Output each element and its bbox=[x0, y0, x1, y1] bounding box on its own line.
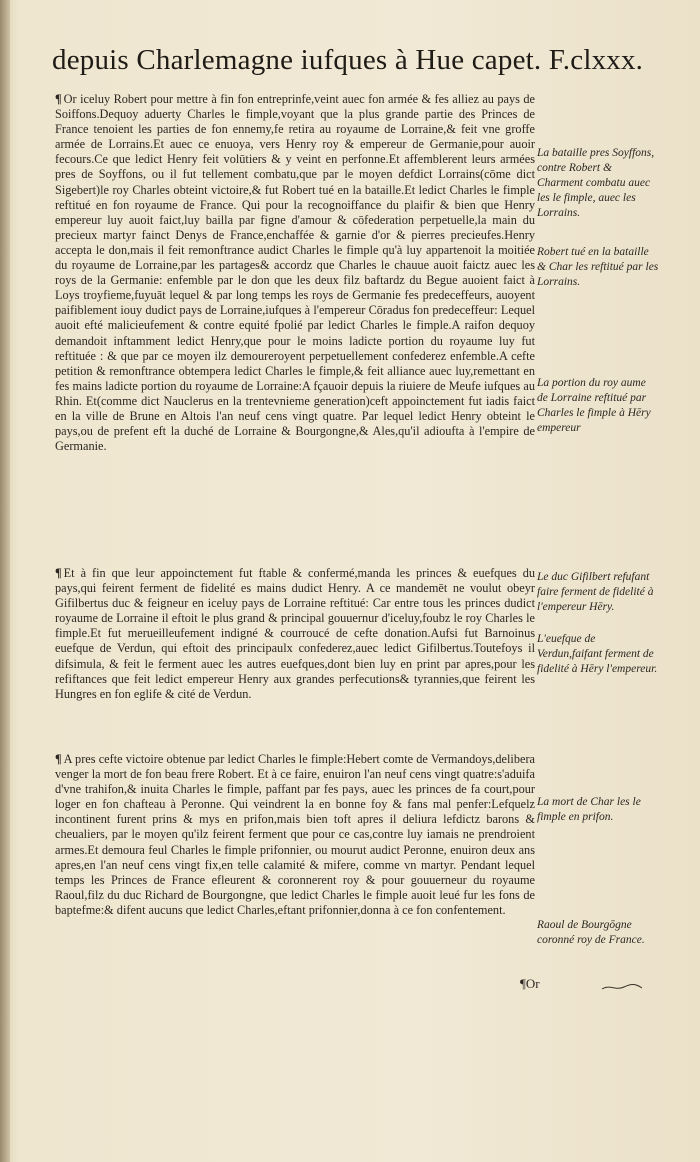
ink-flourish-icon bbox=[600, 982, 644, 992]
paragraph-3 bbox=[55, 752, 535, 918]
margin-note: Raoul de Bourgōgne coronné roy de France. bbox=[537, 919, 645, 946]
paragraph-2 bbox=[55, 566, 535, 702]
page-gutter bbox=[0, 0, 10, 1162]
paragraph-text: Or iceluy Robert pour mettre à fin fon entreprinfe,veint auec fon armée & fes alliez au pays de Soiffons.Dequoy aduerty Charles le fimple,voyant que la plus grande partie des Princes de France tenoient les parties de fon ennemy,fe retira au royaume de Lorraine,& feit vne groffe armée de Lorrains.Et auec ce enuoya, vers Henry roy & empereur de Germanie,pour auoir fecours.Ce que ledict Henry feit volūtiers & y veint en perfonne.Et affemblerent leurs armées pres de Soyffons, ou il fut tellement combatu,que par le moyen defdict Lorrains(cōme dict Sigebert)le roy Charles obteint victoire,& fut Robert tué en la bataille.Et ledict Charles le fimple reftitué en fon royaume de France. Qui pour la recognoiffance du plaifir & bien que Henry empereur luy auoit faict,luy bailla par figne d'amour & cōfederation perpetuelle,la main du precieux martyr fainct Denys de France,enchaffée & garnie d'or & pierres precieufes.Henry accepta le don,mais il feit remonftrance audict Charles le fimple qu'à luy appartenoit la moitiée du royaume de Lorraine,par les partages& accordz que Charles le chauue auoit faictz auec les roys de la Germanie: enfemble par le don que les deux filz baftardz du Begue auoient faict à Loys troyfieme,fuyuāt lequel & par long temps les roys de Germanie fes predeceffeurs, auoyent paifiblement iouy dudict pays de Lorraine,iufques à l'empereur Cōradus fon predeceffeur: Lequel auoit efté malicieufement & contre equité fpolié par ledict Charles le fimple.A raifon dequoy demandoit inftamment ledict Henry,que pour le moins ladicte portion du royaume luy fut reftituée : & que par ce moyen ilz demoureroyent perpetuellement confederez enfemble.A cefte petition & remonftrance obtempera ledict Charles le fimple,& feit alliance auec luy,remettant en fes mains ladicte portion du royaume de Lorraine:A fçauoir depuis la riuiere de Meufe iufques au Rhin. Et(comme dict Nauclerus en la trentevnieme generation)ceft appoinctement fut iadis faict en la ville de Brune en Altois l'an neuf cens vingt quatre. Par lequel ledict Henry obteint le pays,ou de prefent eft la duché de Lorraine & Bourgongne,& Ales,qu'il adioufta à l'empire de Germanie. bbox=[55, 92, 535, 454]
margin-note: Le duc Gifilbert refufant faire ferment de fidelité à l'empereur Hēry. bbox=[537, 571, 654, 613]
paragraph-text: A pres cefte victoire obtenue par ledict Charles le fimple:Hebert comte de Vermandoys,delibera venger la mort de fon beau frere Robert. Et à ce faire, enuiron l'an neuf cens vingt quatre:s'aduifa d'vne trahifon,& inuita Charles le fimple, paffant par fes pays, auec les princes de fa court,pour loger en fon chafteau à Peronne. Qui veindrent la en bonne foy & fans mal penfer:Lefquelz incontinent furent prins & mys en prifon,mais bien toft apres il deliura lefdictz barons & cheualiers, par le moyen qu'ilz feirent ferment que pour ce cas,contre luy iamais ne prendroient armes.Et demoura feul Charles le fimple prifonnier, ou mourut audict Peronne, enuiron deux ans apres,en l'an neuf cens vingt fix,en telle calamité & mifere, comme vn martyr. Pendant lequel temps les Princes de France efleurent & coronnerent roy & pour gouuerneur du royaume Raoul,filz du duc Richard de Bourgongne, que ledict Charles le fimple auoit leué fur les fons de baptefme:& difent aucuns que ledict Charles,eftant prifonnier,donna à ce fon confentement. bbox=[55, 752, 535, 917]
margin-note: La mort de Char les le fimple en prifon. bbox=[537, 796, 641, 823]
paragraph-1 bbox=[55, 92, 535, 454]
pilcrow-mark: ¶ bbox=[55, 92, 62, 106]
pilcrow-mark: ¶ bbox=[55, 752, 62, 766]
margin-note: La portion du roy aume de Lorraine reftitué par Charles le fimple à Hēry empereur bbox=[537, 377, 651, 434]
catchword: ¶Or bbox=[520, 976, 540, 991]
margin-note: La bataille pres Soyffons, contre Robert & Charment combatu auec les le fimple, auec les Lorrains. bbox=[537, 147, 655, 219]
pilcrow-mark: ¶ bbox=[55, 566, 62, 580]
margin-note: Robert tué en la bataille & Char les reftitué par les Lorrains. bbox=[537, 246, 659, 288]
running-head: depuis Charlemagne iufques à Hue capet. F.clxxx. bbox=[52, 44, 644, 76]
paragraph-text: Et à fin que leur appoinctement fut ftable & confermé,manda les princes & euefques du pays,qui feirent ferment de fidelité es mains dudict Henry. A ce mandemēt ne voulut obeyr Gifilbertus duc & feigneur en iceluy pays de Lorraine reftitué: Car entre tous les princes dudict royaume de Lorraine il eftoit le plus grand & principal gouuernur d'iceluy,foubz le roy Charles le fimple.Et fut merueilleufement indigné & courroucé de cefte donation.Aufsi fut Barnoinus euefque de Verdun, qui eftoit des principaulx confederez,auec ledict Gifilbertus.Toutefoys il difsimula, & feit le ferment auec les autres euefques,dont bien luy en print par apres,pour les refiftances que feit ledict empereur Henry aux grandes perfecutions& tyrannies,que feirent les Hungres en fon eglife & cité de Verdun. bbox=[55, 566, 535, 701]
margin-note: L'euefque de Verdun,faifant ferment de fidelité à Hēry l'empereur. bbox=[537, 633, 658, 675]
